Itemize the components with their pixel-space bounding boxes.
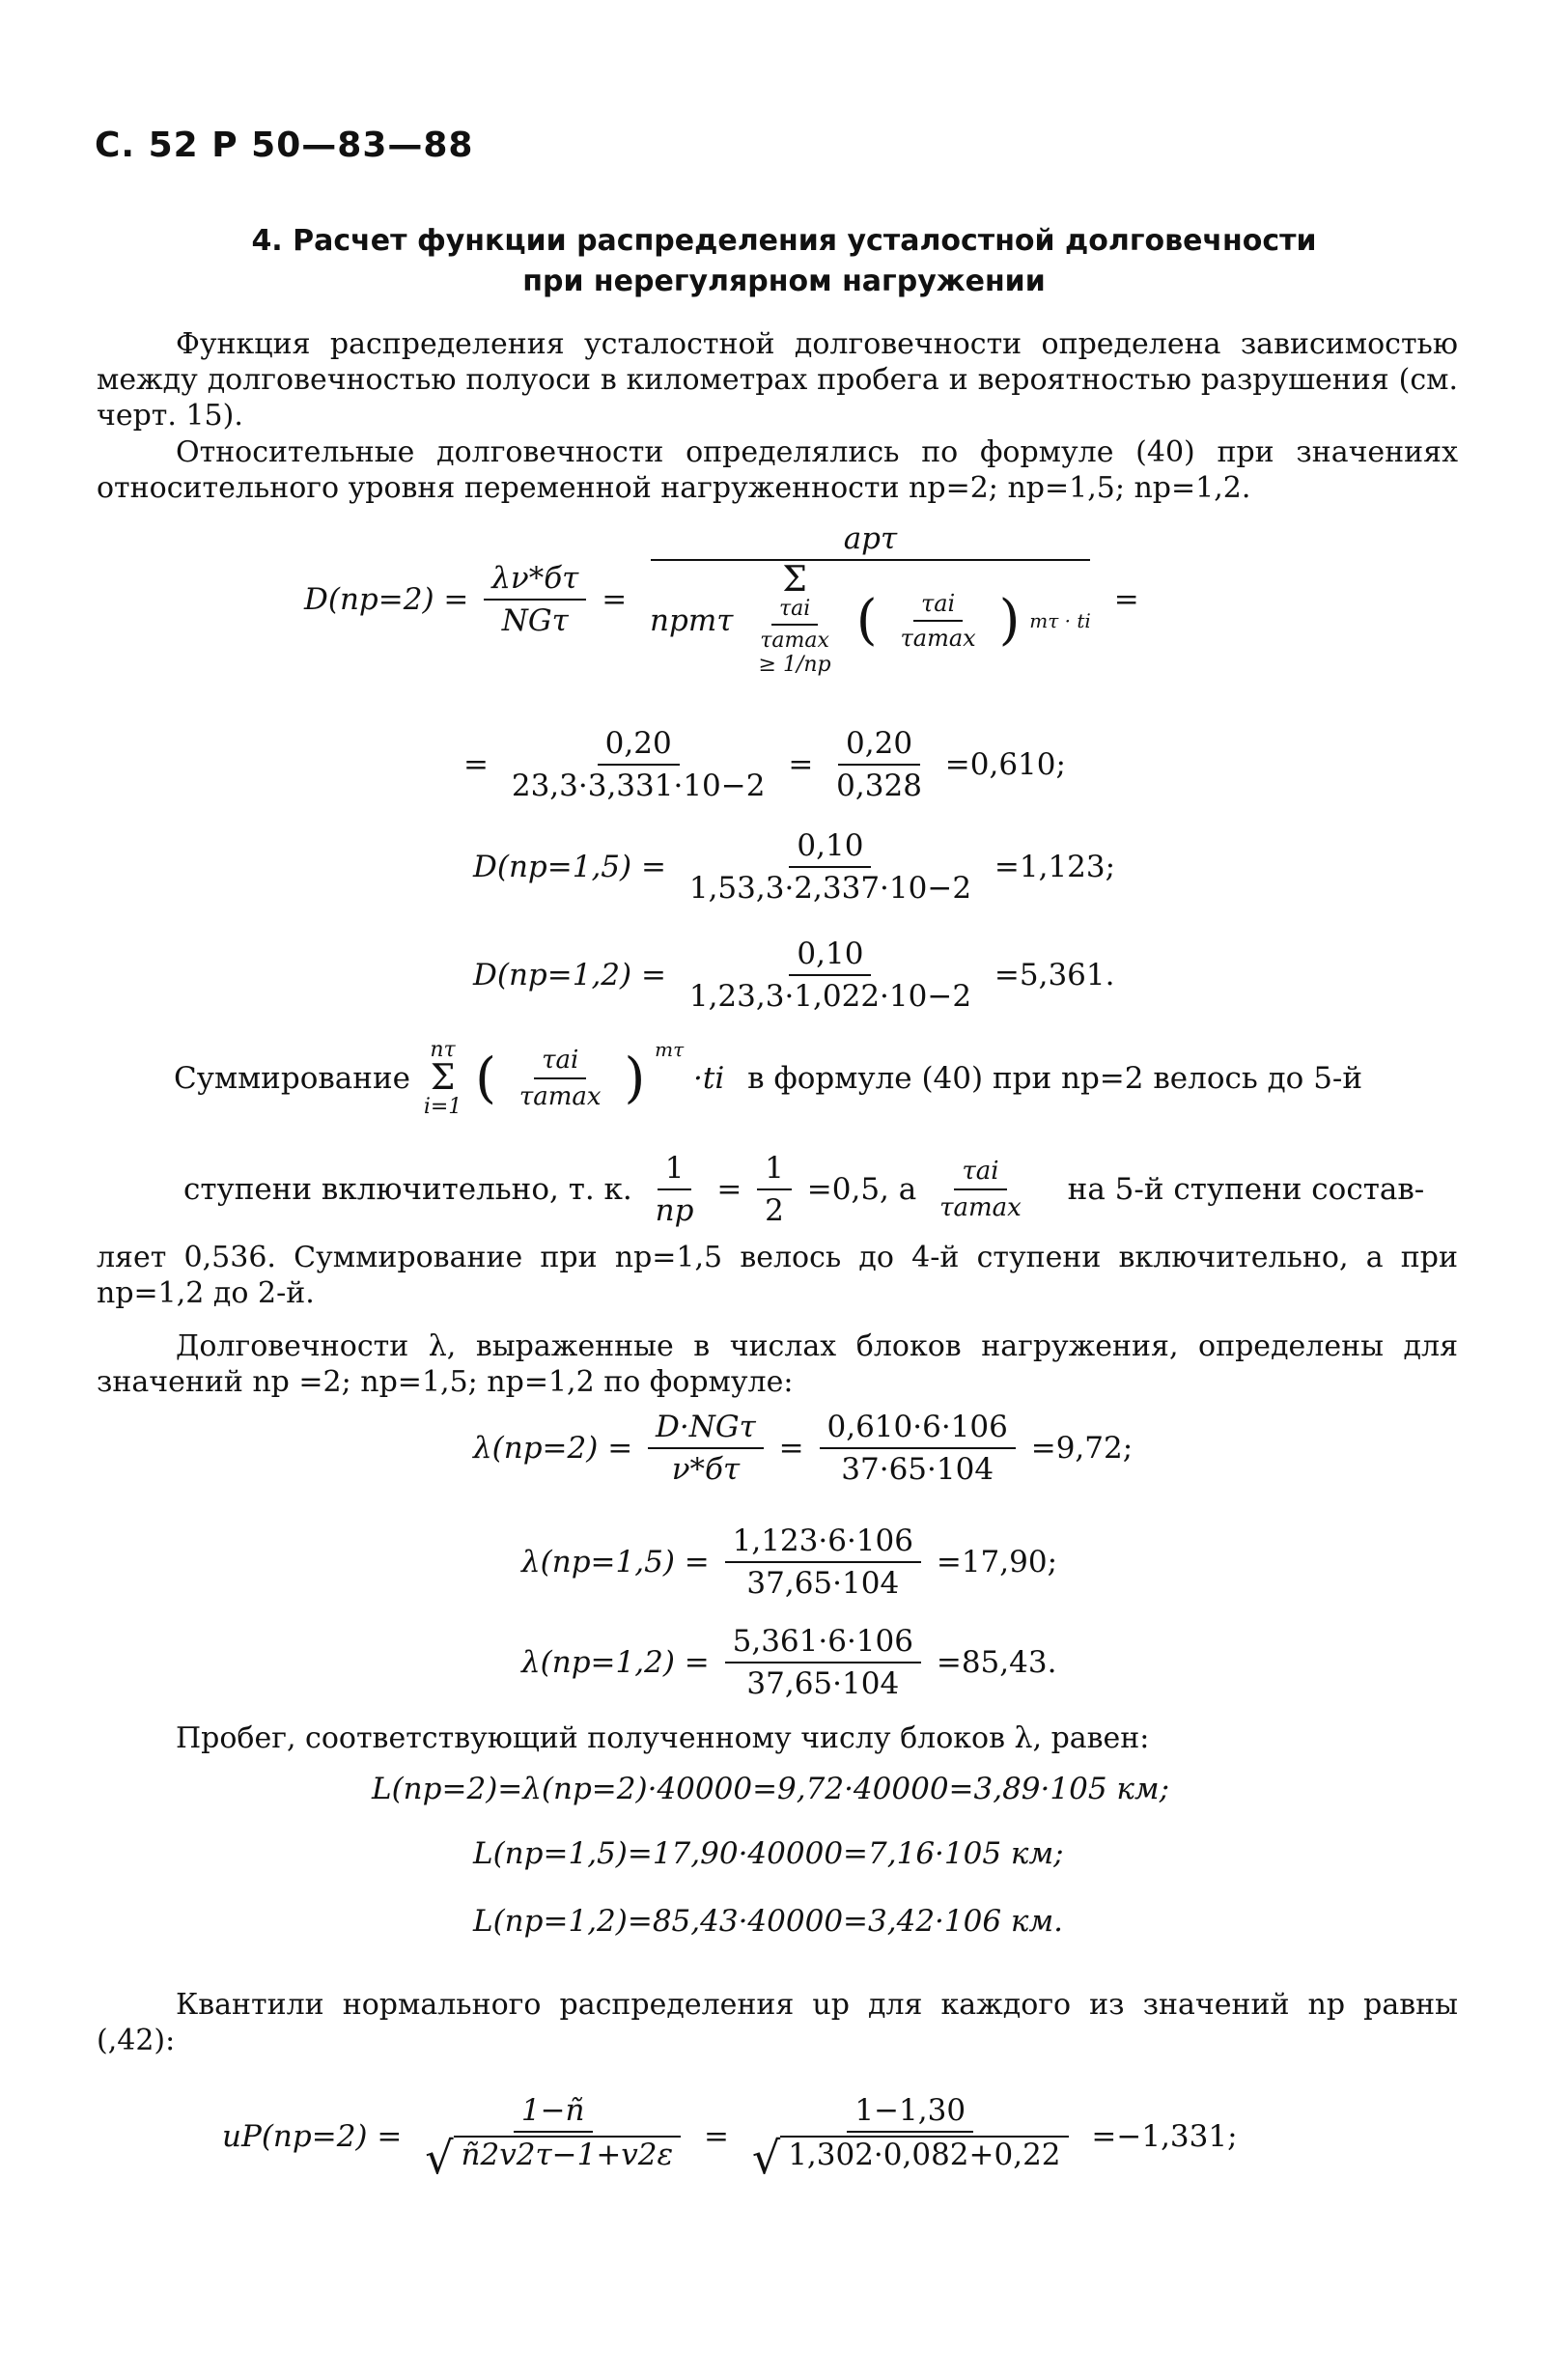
formula-D12: D(nр=1,2) = $\frac{0,10}{1,23,3\cdot 1,022\cdot 10-2}$ =5,361.: [473, 936, 1115, 1014]
sum-frac-num: τai: [534, 1046, 586, 1079]
D2-fraction: [504, 726, 773, 803]
sum-line2-a: ступени включительно, т. к.: [183, 1172, 632, 1207]
lam12-lhs: λ(nр=1,2): [521, 1645, 675, 1680]
section-title-line1: 4. Расчет функции распределения усталостной долговечности: [251, 224, 1317, 258]
summation-line: Суммирование nτ Σ i=1 ( $\frac{\text{τai}}{\tau amax}$ ) mτ ·ti в формуле (40) при nр=2 велось до 5-й: [174, 1038, 1363, 1119]
D-term-fraction: [893, 590, 984, 652]
section-title-line2: при нерегулярном нагружении: [522, 265, 1046, 298]
u-fraction: [417, 2093, 688, 2184]
lam2-def-den: ν*бτ: [671, 1452, 741, 1487]
u-den: [417, 2132, 688, 2184]
paragraph-5: Пробег, соответствующий полученному числу блоков λ, равен:: [176, 1721, 1150, 1755]
D2-num2: 0,20: [838, 726, 920, 766]
paragraph-2: Относительные долговечности определялись по формуле (40) при значениях относительного уровня переменной нагруженности nр=2; nр=1,5; nр=1,2.: [97, 435, 1458, 505]
u-den2: [744, 2132, 1077, 2184]
D2-fraction-2: [828, 726, 930, 803]
lam15-den: 37,65·104: [746, 1566, 900, 1601]
formula-D-definition: D(nр=2) = $\frac{\lambda\nu*б\tau}{\text{NGτ}}$ = aрτ nрmτ Σ $\frac{\text{τai}}{\tau amax}$ ≥ 1/nр ( $\frac{\text{τai}}{\tau amax}$ ) mτ · ti =: [304, 521, 1139, 677]
lam15-result: =17,90;: [936, 1545, 1058, 1579]
D-sum-cond-rhs: ≥ 1/nр: [758, 653, 831, 677]
k-ratio-den: τamax: [939, 1193, 1022, 1222]
u-num2: 1−1,30: [847, 2093, 973, 2133]
formula-L2: L(nр=2)=λ(nр=2)·40000=9,72·40000=3,89·105 км;: [372, 1772, 1170, 1806]
D12-lhs: D(nр=1,2): [473, 958, 632, 992]
D2-result: =0,610;: [944, 747, 1066, 782]
D-term-den: τamax: [900, 624, 976, 652]
formula-D2-value: = $\frac{0,20}{23,3\cdot 3,331\cdot 10-2}$ = $\frac{0,20}{0,328}$ =0,610;: [463, 726, 1066, 803]
D-def-num: λν*бτ: [484, 561, 586, 601]
page-header: С. 52 Р 50—83—88: [95, 126, 474, 165]
lam12-num: 5,361·6·106: [725, 1624, 921, 1663]
lam2-result: =9,72;: [1030, 1431, 1134, 1466]
lam2-fraction: [820, 1410, 1016, 1487]
lam2-den: 37·65·104: [841, 1452, 994, 1487]
D15-den: 1,53,3·2,337·10−2: [688, 871, 972, 906]
u-root-2: √ 1,302·0,082+0,22: [752, 2136, 1069, 2180]
D-sum-cond: [752, 597, 837, 653]
sum-line2-b: на 5-й ступени состав-: [1067, 1172, 1425, 1207]
summation-line-2: ступени включительно, т. к. $\frac{1}{nр}$ = $\frac{1}{2}$ =0,5, а $\frac{\text{τai}}{\tau amax}$ на 5-й ступени состав-: [183, 1151, 1425, 1228]
k-half-fraction: [757, 1151, 792, 1228]
sum-factor: ·ti: [693, 1061, 725, 1096]
formula-u: uP(nр=2) = 1−ñ √ ñ2v2τ−1+v2ε = 1−1,30 √ 1,302·0,082+0,22 =−1,331;: [222, 2093, 1238, 2184]
sum-bottom: i=1: [423, 1095, 462, 1119]
u-den-inner: ñ2v2τ−1+v2ε: [454, 2136, 682, 2180]
u-root: √ ñ2v2τ−1+v2ε: [425, 2136, 681, 2180]
paragraph-6: Квантили нормального распределения uр для каждого из значений nр равны (,42):: [97, 1988, 1458, 2057]
k-half-den: 2: [765, 1193, 784, 1228]
D15-lhs: D(nр=1,5): [473, 850, 632, 884]
D-sum-cond-den: τamax: [760, 629, 829, 653]
k-ratio-num: τai: [954, 1157, 1006, 1190]
sum-symbol: nτ Σ i=1: [423, 1038, 462, 1119]
lam2-def-num: D·NGτ: [648, 1410, 764, 1449]
sum-frac-den: τamax: [518, 1082, 602, 1111]
D-term-exp: mτ · ti: [1029, 608, 1091, 632]
D-num: aрτ: [651, 521, 1090, 561]
D-main-fraction: [642, 521, 1099, 677]
formula-lambda-12: λ(nр=1,2) = $\frac{5,361\cdot 6\cdot 106}{37,65\cdot 104}$ =85,43.: [521, 1624, 1057, 1701]
u-result: =−1,331;: [1091, 2119, 1238, 2154]
paragraph-1: Функция распределения усталостной долговечности определена зависимостью между долговечностью полуоси в километрах пробега и вероятностью разрушения (см. черт. 15).: [97, 327, 1458, 433]
k-eq: =0,5, а: [806, 1172, 917, 1207]
u-fraction-2: [744, 2093, 1077, 2184]
k-den: nр: [655, 1193, 694, 1228]
paragraph-3: ляет 0,536. Суммирование при nр=1,5 велось до 4-й ступени включительно, а при nр=1,2 до 2-й.: [97, 1241, 1458, 1310]
k-num: 1: [658, 1151, 692, 1190]
D-def-den: NGτ: [501, 602, 569, 638]
u-num: 1−ñ: [514, 2093, 593, 2133]
k-fraction: [648, 1151, 702, 1228]
lam12-fraction: [725, 1624, 921, 1701]
D-def-fraction: [484, 561, 586, 638]
D-term-num: τai: [913, 590, 963, 622]
D-den: nрmτ Σ $\frac{\text{τai}}{\tau amax}$ ≥ 1/nр ( $\frac{\text{τai}}{\tau amax}$ ) mτ · ti: [650, 560, 1091, 677]
paragraph-4: Долговечности λ, выраженные в числах блоков нагружения, определены для значений nр =2; nр=1,5; nр=1,2 по формуле:: [97, 1329, 1458, 1399]
D2-den2: 0,328: [836, 769, 922, 803]
k-half-num: 1: [757, 1151, 792, 1190]
D2-num: 0,20: [598, 726, 680, 766]
D12-fraction: [682, 936, 979, 1014]
D15-fraction: [682, 828, 979, 906]
D-sum-cond-num: τai: [771, 597, 818, 626]
D12-result: =5,361.: [994, 958, 1115, 992]
D-sum-symbol: Σ $\frac{\text{τai}}{\tau amax}$ ≥ 1/nр: [746, 564, 843, 677]
lam15-lhs: λ(nр=1,5): [521, 1545, 675, 1579]
k-ratio-fraction: [932, 1157, 1029, 1222]
D15-result: =1,123;: [994, 850, 1116, 884]
formula-lambda-2: λ(nр=2) = $\frac{\text{D·NGτ}}{\nu*б\tau}$ = $\frac{0,610\cdot 6\cdot 106}{37\cdot 65\cdot 104}$ =9,72;: [473, 1410, 1134, 1487]
formula-L15: L(nр=1,5)=17,90·40000=7,16·105 км;: [473, 1836, 1064, 1871]
lam12-result: =85,43.: [936, 1645, 1057, 1680]
lam15-fraction: [725, 1523, 921, 1601]
u-lhs: uP(nр=2): [222, 2119, 368, 2154]
D2-den: 23,3·3,331·10−2: [511, 769, 766, 803]
lam2-lhs: λ(nр=2): [473, 1431, 599, 1466]
sum-intro: Суммирование: [174, 1061, 410, 1096]
D12-den: 1,23,3·1,022·10−2: [688, 979, 972, 1014]
lam2-num: 0,610·6·106: [820, 1410, 1016, 1449]
lam2-def-fraction: [648, 1410, 764, 1487]
lam15-num: 1,123·6·106: [725, 1523, 921, 1563]
u-den2-inner: 1,302·0,082+0,22: [780, 2136, 1068, 2180]
formula-lambda-15: λ(nр=1,5) = $\frac{1,123\cdot 6\cdot 106}{37,65\cdot 104}$ =17,90;: [521, 1523, 1058, 1601]
formula-L12: L(nр=1,2)=85,43·40000=3,42·106 км.: [473, 1904, 1063, 1939]
sum-rest: в формуле (40) при nр=2 велось до 5-й: [747, 1061, 1363, 1096]
D15-num: 0,10: [789, 828, 871, 868]
D-den-factor: nрmτ: [650, 602, 734, 638]
sum-fraction: [512, 1046, 609, 1111]
formula-D15: D(nр=1,5) = $\frac{0,10}{1,53,3\cdot 2,337\cdot 10-2}$ =1,123;: [473, 828, 1116, 906]
sum-top: nτ: [430, 1038, 456, 1062]
sum-exp: mτ: [655, 1038, 685, 1061]
D-lhs: D(nр=2): [304, 581, 434, 617]
lam12-den: 37,65·104: [746, 1666, 900, 1701]
D12-num: 0,10: [789, 936, 871, 976]
